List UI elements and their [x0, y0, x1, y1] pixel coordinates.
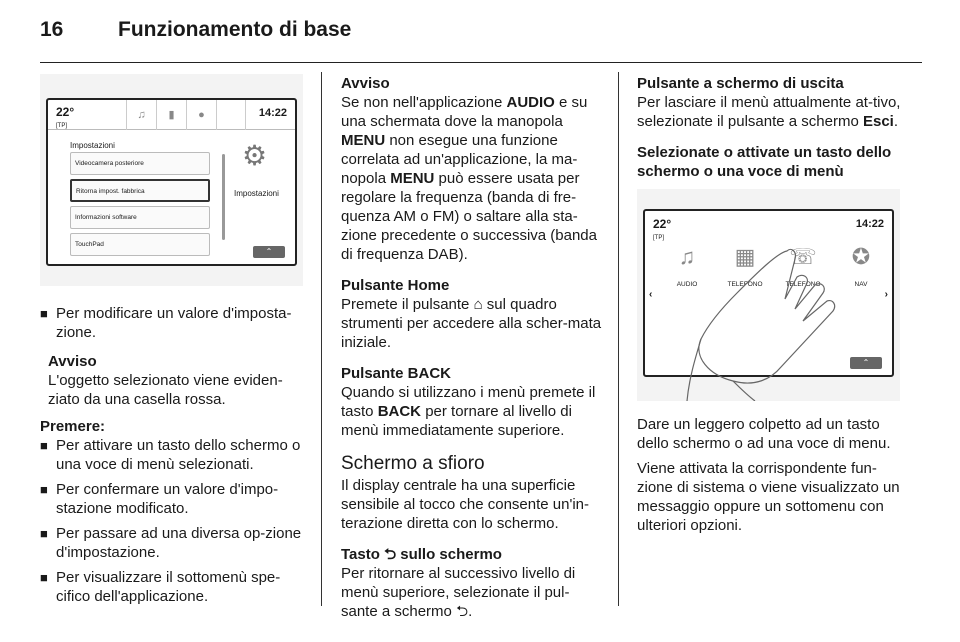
bullet-icon: ■ [40, 306, 48, 321]
scrollbar [222, 154, 225, 240]
settings-list [70, 152, 210, 260]
touchscreen-text: Il display centrale ha una superficie sensibile al tocco che consente un'in-terazione diretta con lo schermo. [341, 477, 590, 532]
clock: 14:22 [258, 107, 287, 119]
bullet-text: Per attivare un tasto dello schermo o una voce di menù selezionati. [56, 437, 301, 473]
column-left [40, 74, 306, 612]
chevron-up-icon: ⌃ [850, 357, 882, 369]
list-item-selected: Ritorna impost. fabbrica [70, 179, 210, 202]
menu-title: Impostazioni [70, 141, 115, 150]
touchscreen-heading: Schermo a sfioro [341, 453, 485, 474]
audio-icon: ♫ [126, 100, 156, 130]
tp-indicator: [TP] [653, 235, 665, 241]
status-bar [48, 100, 295, 130]
return-icon: ⮌ [456, 603, 469, 620]
list-item [40, 568, 306, 606]
column-divider [321, 72, 322, 606]
app-label: TELEFONO [785, 281, 821, 288]
list-item [40, 524, 306, 562]
page-header [40, 18, 920, 54]
list-item: Informazioni software [70, 206, 210, 229]
temperature: 22° [653, 217, 672, 231]
column-divider [618, 72, 619, 606]
list-item [40, 304, 306, 342]
info-icon: ● [186, 100, 216, 130]
chevron-left-icon: ‹ [649, 289, 653, 300]
phone-icon: ☏ [789, 244, 817, 269]
list-item: Videocamera posteriore [70, 152, 210, 175]
select-heading: Selezionate o attivate un tasto dello schermo o una voce di menù [637, 144, 892, 180]
gear-icon: ⚙ [242, 140, 268, 171]
back-text: Quando si utilizzano i menù premete il tasto BACK per tornare al livello di menù immediatamente superiore. [341, 384, 596, 439]
note-heading: Avviso [341, 75, 390, 92]
bullet-icon: ■ [40, 570, 48, 585]
app-label: TELEFONO [727, 281, 763, 288]
hand-icon [637, 189, 900, 401]
column-middle [341, 74, 603, 621]
bullet-text: Per modificare un valore d'imposta-zione. [56, 305, 292, 341]
clock: 14:22 [855, 218, 884, 230]
settings-screen-figure [40, 74, 303, 286]
home-heading: Pulsante Home [341, 277, 450, 294]
audio-icon: ♫ [678, 244, 696, 269]
bullet-text: Per passare ad una diversa op-zione d'impostazione. [56, 525, 302, 561]
premere-heading: Premere: [40, 418, 106, 435]
header-rule [40, 62, 922, 63]
bullet-icon: ■ [40, 482, 48, 497]
note-text: L'oggetto selezionato viene eviden-ziato da una casella rossa. [48, 372, 283, 408]
list-item: TouchPad [70, 233, 210, 256]
note-heading: Avviso [48, 353, 97, 370]
note-block [40, 352, 306, 409]
chevron-right-icon: › [884, 289, 888, 300]
return-icon: ⮌ [384, 546, 397, 563]
phone-icon: ▦ [734, 244, 756, 269]
home-text: Premete il pulsante ⌂ sul quadro strumenti per accedere alla scher-mata iniziale. [341, 296, 602, 351]
return-key-text: Per ritornare al successivo livello di menù superiore, selezionate il pul-sante a schermo ⮌. [341, 565, 576, 620]
display-screen [46, 98, 297, 266]
tap-text: Dare un leggero colpetto ad un tasto dello schermo o ad una voce di menu. [637, 416, 891, 452]
page-title: Funzionamento di base [118, 18, 352, 41]
blank-icon [216, 100, 246, 130]
back-heading: Pulsante BACK [341, 365, 452, 382]
bullet-icon: ■ [40, 438, 48, 453]
activation-text: Viene attivata la corrispondente fun-zione di sistema o viene visualizzato un messaggio oppure un sottomenu con ulteriori opzioni. [637, 460, 900, 534]
page-number: 16 [40, 18, 64, 41]
return-key-heading: Tasto ⮌ sullo schermo [341, 546, 502, 563]
list-item [40, 480, 306, 518]
exit-text: Per lasciare il menù attualmente at-tivo, selezionate il pulsante a schermo Esci. [637, 94, 901, 130]
app-label: NAV [854, 281, 868, 288]
bullet-text: Per confermare un valore d'impo-stazione modificato. [56, 481, 279, 517]
column-right [637, 74, 903, 535]
note-block [341, 74, 603, 264]
phone-icon: ▮ [156, 100, 186, 130]
compass-icon: ✪ [851, 244, 871, 269]
chevron-up-icon: ⌃ [253, 246, 285, 258]
bullet-icon: ■ [40, 526, 48, 541]
tp-indicator: [TP] [56, 123, 68, 129]
home-screen-figure [637, 189, 900, 401]
home-icon: ⌂ [473, 296, 483, 313]
temperature: 22° [56, 105, 75, 119]
settings-label: Impostazioni [234, 189, 279, 198]
bullet-text: Per visualizzare il sottomenù spe-cifico dell'applicazione. [56, 569, 281, 605]
exit-heading: Pulsante a schermo di uscita [637, 75, 844, 92]
list-item [40, 436, 306, 474]
note-text: Se non nell'applicazione AUDIO e su una schermata dove la manopola MENU non esegue una funzione correlata ad un'applicazione, la ma-nopola MENU può essere usata per regolare la frequenza (banda di fre-quenza AM o FM) o saltare alla sta-zione precedente o successiva (banda di frequenza DAB). [341, 94, 597, 263]
app-label: AUDIO [676, 281, 698, 288]
